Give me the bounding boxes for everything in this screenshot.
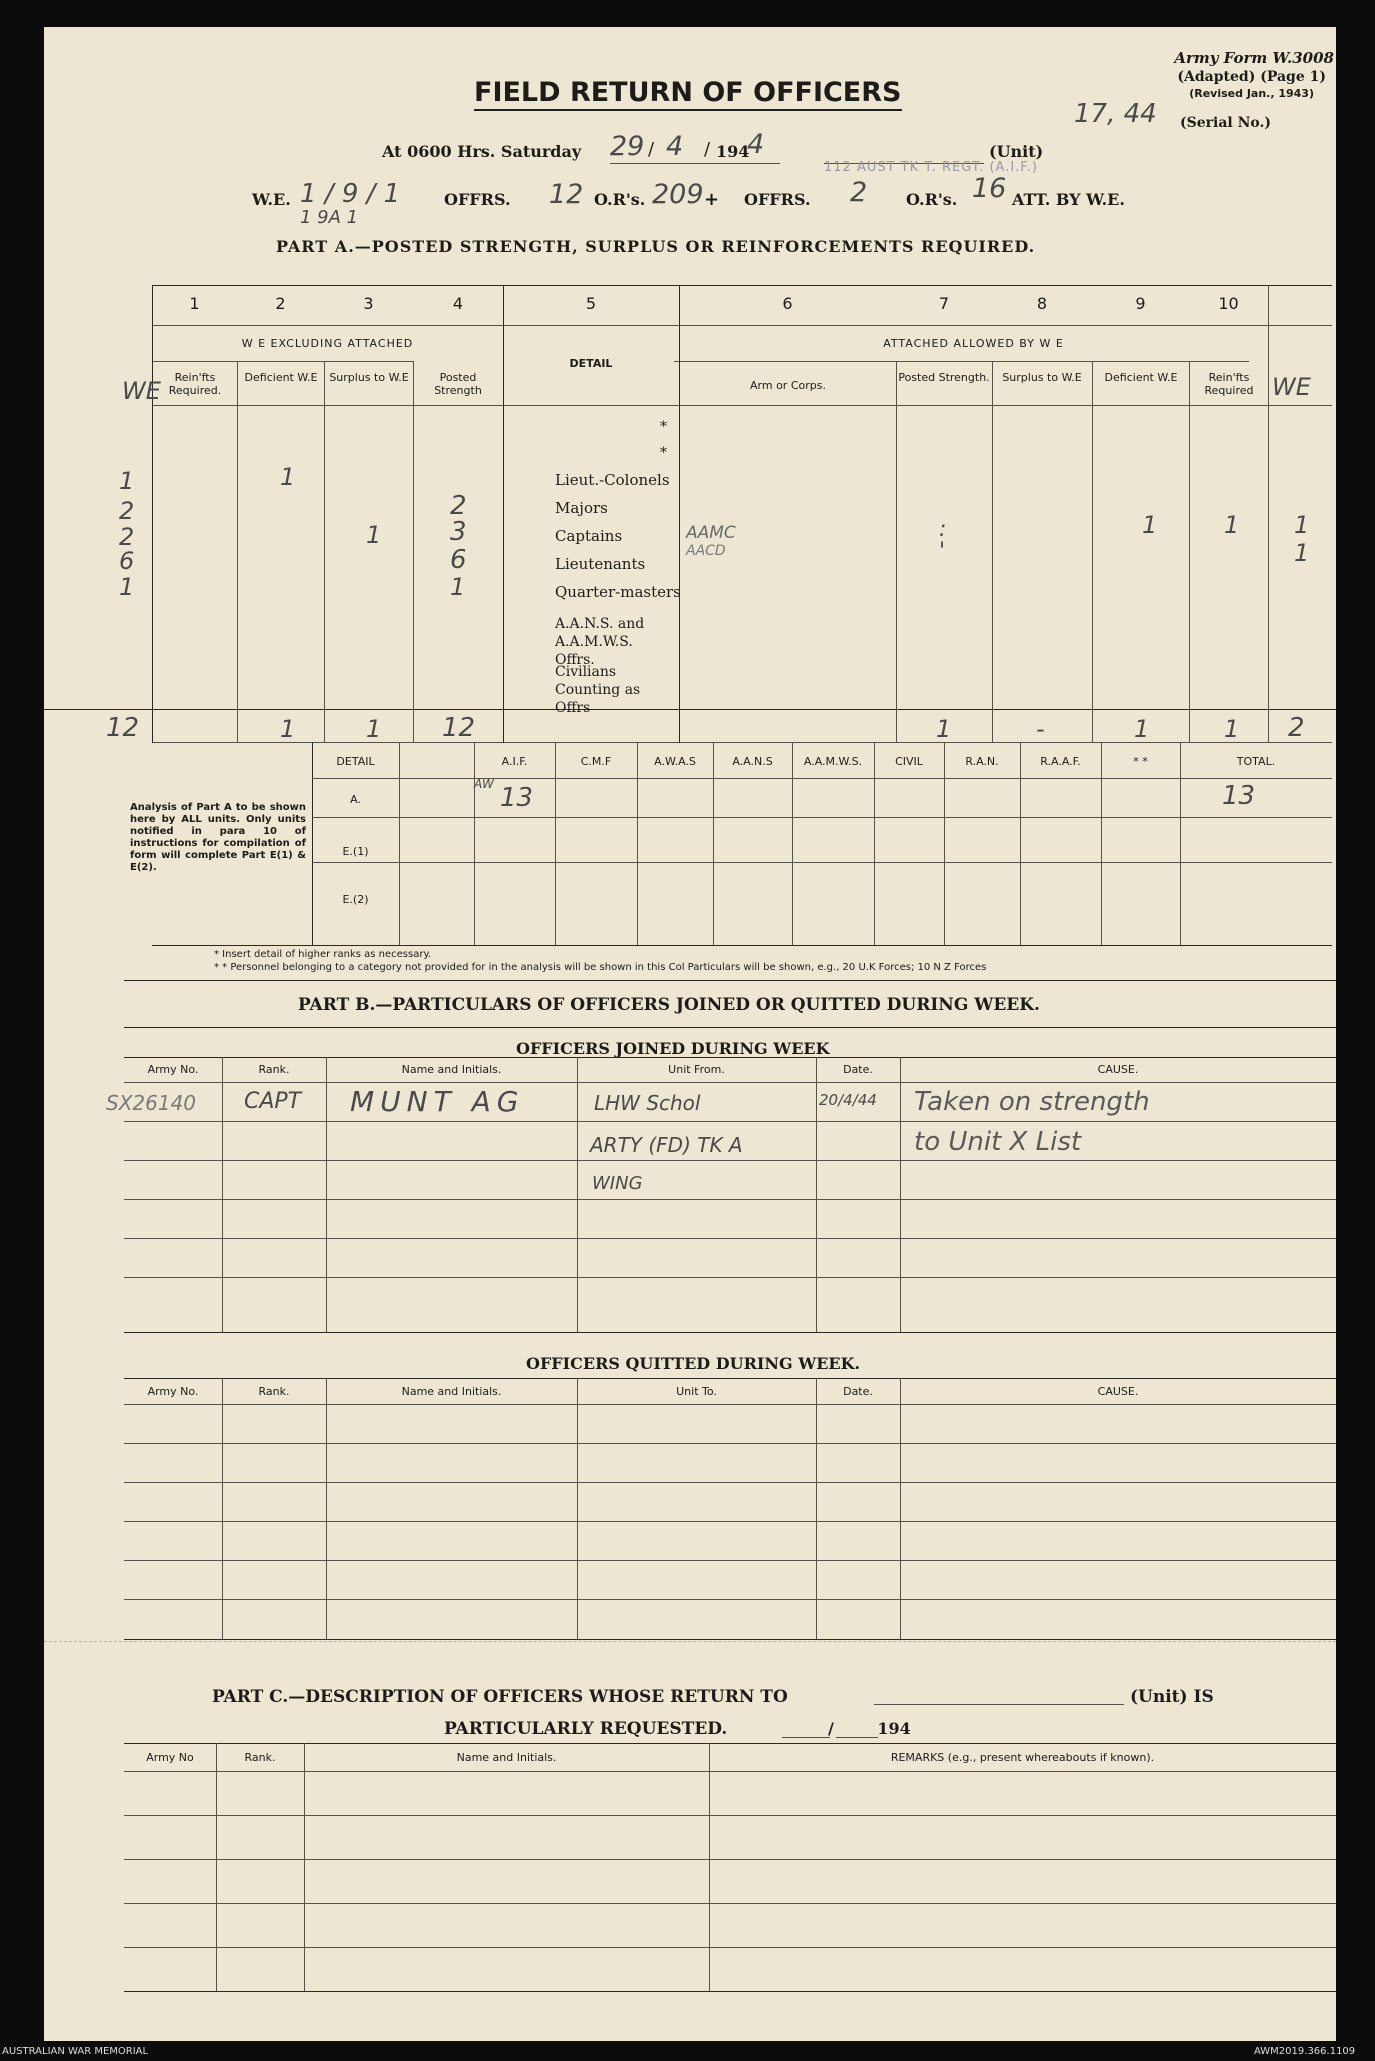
arm-value-1: AAMC xyxy=(686,523,736,543)
ors-value: 209 xyxy=(652,179,704,210)
an-h-raaf: R.A.A.F. xyxy=(1040,755,1081,768)
offrs-value: 12 xyxy=(549,179,584,210)
att-label: ATT. BY W.E. xyxy=(1012,190,1125,209)
arm-value-2: AACD xyxy=(686,543,726,559)
col-num-1: 1 xyxy=(189,294,200,313)
left-we-3: 2 xyxy=(119,523,135,551)
date-day: 29 xyxy=(610,131,645,162)
form-sheet: Army Form W.3008 (Adapted) (Page 1) (Revised Jan., 1943) 17, 44 (Serial No.) FIELD RETURN OF OFFICERS At 0600 Hrs. Saturday 29 / 4 / 194 4 (Unit) 112 AUST TK T. REGT. (A.I.F.) W.E. 1 / 9 / 1 1 9A 1 OFFRS. 12 O.R's. 209 + OFFRS. 2 O.R's. 16 ATT. BY W.E. PART A.—POSTED STRENGTH, SURPLUS OR REINFORCEMENTS REQUIRED. 1 2 3 4 5 6 7 8 9 10 W E EXCLUDING ATTACHED ATTACHED ALLOWED BY W E DETAIL Rein'fts Required. Deficient W.E Surplus to W.E Posted Strength Arm or Corps. Posted Strength. Surplus to W.E Deficient W.E Rein'fts Required WE WE * * Lieut.-Colonels Majors Captains Lieutenants Quarter-masters A.A.N.S. and A.A.M.W.S. Offrs. Civilians Counting as Offrs 1 2 2 6 1 1 1 2 3 6 1 AAMC AACD : ' 1 1 1 1 12 1 1 12 1 - 1 1 2 Analysis of Part A to be shown here by ALL units. Only units notified in para 10 of instructions for compilation of form will complete Part E(1) & E(2). DETAIL A.I.F. C.M.F A.W.A.S A.A.N.S A.A.M.W.S. CIVIL R.A.N. R.A.A.F. * * TOTAL. A. E.(1) E.(2) AW 13 13 * Insert detail of higher ranks as necessary. * * Personnel belonging to a category not provided for in the analysis will be shown in this Col Particulars will be shown, e.g., 20 U.K Forces; 10 N Z Forces PART B.—PARTICULARS OF OFFICERS JOINED OR QUITTED DURING WEEK. OFFICERS JOINED DURING WEEK Army No. Rank. Name and Initials. Unit From. Date. CAUSE. SX26140 CAPT MUNT AG LHW Schol ARTY (FD) TK A WING 20/4/44 Taken on strength to Unit X List OFFICERS QUITTED DURING WEEK. Army No. Rank. Name and Initials. Unit To. Date. CAUSE. PART C.—DESCRIPTION OF OFFICERS WHOSE RETURN TO (Unit) IS PARTICULARLY REQUESTED. / 194 Army No Rank. Name and Initials. REMARKS (e.g., present whereabouts if known). xyxy=(44,27,1336,2041)
col-num-5: 5 xyxy=(585,294,597,313)
left-we-5: 1 xyxy=(119,573,135,601)
footer-right: AWM2019.366.1109 xyxy=(1254,2046,1356,2057)
partc-h-army-no: Army No xyxy=(146,1751,194,1764)
joined-army-no: SX26140 xyxy=(106,1091,197,1115)
unit-label: (Unit) xyxy=(989,142,1044,161)
detail-header: DETAIL xyxy=(569,357,613,370)
attached-allowed-header: ATTACHED ALLOWED BY W E xyxy=(883,337,1064,350)
joined-title: OFFICERS JOINED DURING WEEK xyxy=(516,1039,830,1058)
posted-value-1: 2 xyxy=(450,491,467,521)
year-suffix: 4 xyxy=(747,129,765,160)
total-c3: 1 xyxy=(366,715,382,743)
part-c-unit-is: (Unit) IS xyxy=(1130,1687,1214,1707)
col-num-2: 2 xyxy=(275,294,286,313)
margin-we-left: WE xyxy=(122,377,161,405)
joined-h-cause: CAUSE. xyxy=(1097,1063,1139,1076)
joined-cause-2: to Unit X List xyxy=(914,1127,1082,1157)
an-h-stars: * * xyxy=(1133,755,1148,768)
hdr-reinf: Rein'fts Required. xyxy=(168,371,222,397)
joined-cause-1: Taken on strength xyxy=(914,1087,1150,1117)
an-row-e1: E.(1) xyxy=(342,845,369,858)
row-lieutenants: Lieutenants xyxy=(555,555,646,573)
hdr-arm-corps: Arm or Corps. xyxy=(750,379,826,392)
col-num-8: 8 xyxy=(1036,294,1048,313)
an-h-total: TOTAL. xyxy=(1236,755,1276,768)
star-2: * xyxy=(660,445,667,461)
form-revised: (Revised Jan., 1943) xyxy=(1189,87,1314,100)
part-c-title-2: PARTICULARLY REQUESTED. xyxy=(444,1719,728,1739)
joined-unit-from-3: WING xyxy=(592,1173,643,1194)
an-h-aans: A.A.N.S xyxy=(732,755,773,768)
quitted-h-cause: CAUSE. xyxy=(1097,1385,1139,1398)
aif-a-value: 13 xyxy=(500,783,534,813)
quitted-h-name: Name and Initials. xyxy=(401,1385,502,1398)
we-value2: 1 9A 1 xyxy=(300,207,359,228)
serial-value: 17, 44 xyxy=(1074,99,1157,129)
an-h-detail: DETAIL xyxy=(336,755,375,768)
an-h-aamws: A.A.M.W.S. xyxy=(803,755,863,768)
year-prefix: 194 xyxy=(716,142,750,161)
margin-we-right: WE xyxy=(1272,373,1311,401)
joined-h-rank: Rank. xyxy=(258,1063,290,1076)
hdr-posted-7: Posted Strength. xyxy=(898,371,990,384)
at-label: At 0600 Hrs. Saturday xyxy=(382,142,582,161)
total-c10: 1 xyxy=(1224,715,1240,743)
posted7-value-1: : xyxy=(939,517,947,542)
form-adapted: (Adapted) (Page 1) xyxy=(1177,69,1326,85)
joined-date: 20/4/44 xyxy=(819,1091,877,1109)
deficient-value-1: 1 xyxy=(280,463,296,491)
quitted-h-date: Date. xyxy=(843,1385,873,1398)
row-majors: Majors xyxy=(555,499,608,517)
joined-name: MUNT AG xyxy=(350,1085,525,1118)
col-num-7: 7 xyxy=(938,294,950,313)
an-h-cmf: C.M.F xyxy=(580,755,612,768)
total-c9: 1 xyxy=(1134,715,1150,743)
row-lieut-colonels: Lieut.-Colonels xyxy=(555,471,670,489)
joined-h-army-no: Army No. xyxy=(147,1063,199,1076)
hdr-surplus-8: Surplus to W.E xyxy=(1002,371,1082,384)
joined-h-date: Date. xyxy=(843,1063,873,1076)
hdr-deficient-9: Deficient W.E xyxy=(1104,371,1178,384)
posted7-value-2: ' xyxy=(939,539,946,564)
form-title: FIELD RETURN OF OFFICERS xyxy=(474,77,902,111)
surplus-value-1: 1 xyxy=(366,521,382,549)
an-h-aif: A.I.F. xyxy=(501,755,528,768)
an-h-ran: R.A.N. xyxy=(965,755,999,768)
an-h-civil: CIVIL xyxy=(895,755,923,768)
joined-rank: CAPT xyxy=(244,1089,302,1114)
partc-h-name: Name and Initials. xyxy=(456,1751,557,1764)
joined-h-unit-from: Unit From. xyxy=(668,1063,725,1076)
we-value: 1 / 9 / 1 xyxy=(300,179,401,209)
left-we-2: 2 xyxy=(119,497,135,525)
col-num-9: 9 xyxy=(1135,294,1146,313)
right-we-2: 1 xyxy=(1294,539,1310,567)
an-row-a: A. xyxy=(350,793,361,806)
unit-stamp: 112 AUST TK T. REGT. (A.I.F.) xyxy=(824,160,1038,175)
footer-left: AUSTRALIAN WAR MEMORIAL xyxy=(2,2046,149,2057)
offrs2-value: 2 xyxy=(850,177,868,208)
left-we-1: 1 xyxy=(119,467,135,495)
form-number: Army Form W.3008 xyxy=(1174,49,1334,67)
col-num-3: 3 xyxy=(363,294,374,313)
row-quarter-masters: Quarter-masters xyxy=(555,583,681,601)
ors2-value: 16 xyxy=(972,173,1007,204)
quitted-h-unit-to: Unit To. xyxy=(676,1385,717,1398)
we-excluding-header: W E EXCLUDING ATTACHED xyxy=(241,337,414,350)
serial-label: (Serial No.) xyxy=(1180,115,1271,131)
posted-value-2: 3 xyxy=(450,517,467,547)
right-we-1: 1 xyxy=(1294,511,1310,539)
row-aans: A.A.N.S. and A.A.M.W.S. Offrs. xyxy=(555,616,645,668)
joined-unit-from-1: LHW Schol xyxy=(594,1091,701,1115)
total-right: 2 xyxy=(1288,713,1305,743)
joined-unit-from-2: ARTY (FD) TK A xyxy=(590,1133,743,1157)
an-h-awas: A.W.A.S xyxy=(654,755,696,768)
perforation-line xyxy=(44,1641,1336,1670)
joined-h-name: Name and Initials. xyxy=(401,1063,502,1076)
total-c4: 12 xyxy=(442,713,476,743)
date-month: 4 xyxy=(666,131,684,162)
an-row-e2: E.(2) xyxy=(342,893,369,906)
hdr-deficient: Deficient W.E xyxy=(244,371,318,384)
we-label: W.E. xyxy=(252,190,291,209)
hdr-posted: Posted Strength xyxy=(434,371,482,397)
col-num-4: 4 xyxy=(452,294,464,313)
col-num-6: 6 xyxy=(782,294,793,313)
star-1: * xyxy=(660,419,667,435)
part-c-date: / 194 xyxy=(828,1719,911,1738)
analysis-foot-2: * * Personnel belonging to a category not provided for in the analysis will be shown in this Col Particulars will be shown, e.g., 20 U.K Forces; 10 N Z Forces xyxy=(214,962,987,973)
col-num-10: 10 xyxy=(1218,294,1239,313)
offrs-label: OFFRS. xyxy=(444,190,511,209)
total-c7: 1 xyxy=(936,715,952,743)
total-a-value: 13 xyxy=(1222,781,1256,811)
total-c8: - xyxy=(1036,715,1045,743)
part-b-title: PART B.—PARTICULARS OF OFFICERS JOINED OR QUITTED DURING WEEK. xyxy=(298,995,1040,1015)
quitted-h-rank: Rank. xyxy=(258,1385,290,1398)
ors2-label: O.R's. xyxy=(906,190,958,209)
reinf10-value: 1 xyxy=(1224,511,1240,539)
part-c-title-1: PART C.—DESCRIPTION OF OFFICERS WHOSE RETURN TO xyxy=(212,1687,788,1707)
posted-value-3: 6 xyxy=(450,545,467,575)
total-left: 12 xyxy=(106,713,140,743)
row-captains: Captains xyxy=(555,527,623,545)
plus-sign: + xyxy=(704,189,720,210)
posted-value-4: 1 xyxy=(450,573,466,601)
quitted-h-army-no: Army No. xyxy=(147,1385,199,1398)
analysis-foot-1: * Insert detail of higher ranks as necessary. xyxy=(214,949,432,960)
hdr-reinf-10: Rein'fts Required xyxy=(1204,371,1254,397)
row-civilians: Civilians Counting as Offrs xyxy=(555,664,641,716)
total-c2: 1 xyxy=(280,715,296,743)
quitted-title: OFFICERS QUITTED DURING WEEK. xyxy=(526,1354,861,1373)
deficient9-value: 1 xyxy=(1142,511,1158,539)
ors-label: O.R's. xyxy=(594,190,646,209)
partc-h-rank: Rank. xyxy=(244,1751,276,1764)
analysis-note: Analysis of Part A to be shown here by ALL units. Only units notified in para 10 of instructions for compilation of form will complete Part E(1) & E(2). xyxy=(130,802,306,873)
part-a-title: PART A.—POSTED STRENGTH, SURPLUS OR REINFORCEMENTS REQUIRED. xyxy=(276,237,1036,256)
partc-h-remarks: REMARKS (e.g., present whereabouts if known). xyxy=(890,1751,1155,1764)
aif-a-note: AW xyxy=(474,777,494,791)
hdr-surplus: Surplus to W.E xyxy=(329,371,409,384)
offrs2-label: OFFRS. xyxy=(744,190,811,209)
left-we-4: 6 xyxy=(119,547,135,575)
